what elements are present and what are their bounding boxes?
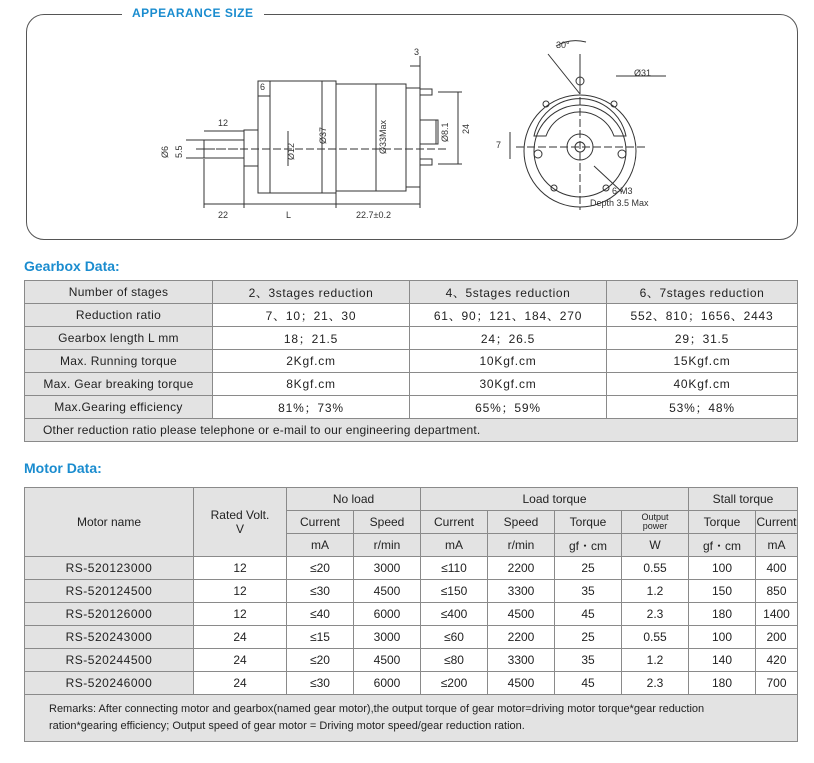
motor-cell-s-current: 700 <box>756 672 798 695</box>
gearbox-row-breaking-torque <box>25 373 798 396</box>
motor-cell-l-speed: 2200 <box>488 557 555 580</box>
gearbox-data-title: Gearbox Data: <box>24 258 120 274</box>
gearbox-header-45: 4、5stages reduction <box>410 281 607 304</box>
motor-cell-volt: 24 <box>194 626 287 649</box>
motor-remarks: Remarks: After connecting motor and gearbox(named gear motor),the output torque of gear motor=driving motor torque*gear reduction ration*gearing efficiency; Output speed of gear motor = Driving motor speed/gear reduction ration. <box>25 695 798 742</box>
motor-cell-s-current: 1400 <box>756 603 798 626</box>
motor-cell-l-speed: 4500 <box>488 672 555 695</box>
motor-cell-l-current: ≤60 <box>421 626 488 649</box>
unit: r/min <box>354 534 421 557</box>
row-label: Max.Gearing efficiency <box>25 396 213 419</box>
motor-cell-s-current: 400 <box>756 557 798 580</box>
motor-name-header: Motor name <box>25 488 194 557</box>
gearbox-header-67: 6、7stages reduction <box>607 281 798 304</box>
motor-name-cell: RS-520244500 <box>25 649 194 672</box>
motor-cell-s-torque: 180 <box>689 672 756 695</box>
motor-cell-volt: 24 <box>194 649 287 672</box>
cell: 552、810；1656、2443 <box>607 304 798 327</box>
gearbox-header-stages: Number of stages <box>25 281 213 304</box>
motor-cell-nl-speed: 3000 <box>354 626 421 649</box>
motor-cell-s-current: 200 <box>756 626 798 649</box>
motor-cell-l-power: 0.55 <box>622 626 689 649</box>
dim-30deg: 30° <box>556 40 570 50</box>
motor-cell-s-current: 420 <box>756 649 798 672</box>
dim-12: 12 <box>218 118 229 128</box>
cell: 8Kgf.cm <box>213 373 410 396</box>
motor-row <box>25 649 798 672</box>
dim-7: 7 <box>496 140 502 150</box>
gearbox-header-23: 2、3stages reduction <box>213 281 410 304</box>
gearbox-row-running-torque <box>25 350 798 373</box>
motor-cell-l-current: ≤80 <box>421 649 488 672</box>
cell: 29；31.5 <box>607 327 798 350</box>
motor-body <box>336 84 406 191</box>
gearbox-note: Other reduction ratio please telephone or e-mail to our engineering department. <box>25 419 798 442</box>
motor-rows <box>25 557 798 695</box>
front-view <box>510 41 666 210</box>
motor-cell-nl-speed: 4500 <box>354 649 421 672</box>
unit: r/min <box>488 534 555 557</box>
motor-remarks-row <box>25 695 798 742</box>
row-label: Gearbox length L mm <box>25 327 213 350</box>
motor-cell-l-current: ≤200 <box>421 672 488 695</box>
motor-table <box>24 487 798 742</box>
row-label: Reduction ratio <box>25 304 213 327</box>
motor-cell-l-torque: 45 <box>555 672 622 695</box>
cell: 7、10；21、30 <box>213 304 410 327</box>
motor-cell-l-current: ≤150 <box>421 580 488 603</box>
motor-name-cell: RS-520243000 <box>25 626 194 649</box>
motor-row <box>25 603 798 626</box>
dim-8-1: Ø8.1 <box>440 122 450 142</box>
motor-cell-s-torque: 180 <box>689 603 756 626</box>
motor-name-cell: RS-520126000 <box>25 603 194 626</box>
motor-cell-volt: 12 <box>194 603 287 626</box>
gearbox-header-row <box>25 281 798 304</box>
motor-cell-l-power: 0.55 <box>622 557 689 580</box>
sub-header: Speed <box>354 511 421 534</box>
row-label: Max. Running torque <box>25 350 213 373</box>
cell: 65%；59% <box>410 396 607 419</box>
motor-cell-s-torque: 100 <box>689 626 756 649</box>
appearance-size-title: APPEARANCE SIZE <box>122 6 264 20</box>
sub-header: Current <box>287 511 354 534</box>
motor-name-cell: RS-520124500 <box>25 580 194 603</box>
sub-header: Current <box>756 511 798 534</box>
motor-cell-s-torque: 140 <box>689 649 756 672</box>
motor-cell-nl-current: ≤20 <box>287 557 354 580</box>
motor-cell-l-current: ≤400 <box>421 603 488 626</box>
motor-cell-s-current: 850 <box>756 580 798 603</box>
sub-header: Current <box>421 511 488 534</box>
motor-bearing <box>420 120 438 144</box>
dim-31: Ø31 <box>634 68 652 78</box>
dim-l: L <box>286 210 292 220</box>
motor-cell-l-torque: 25 <box>555 626 622 649</box>
unit: mA <box>421 534 488 557</box>
dim-6-dia: Ø6 <box>160 145 170 158</box>
cell: 24；26.5 <box>410 327 607 350</box>
unit: gf・cm <box>555 534 622 557</box>
unit: mA <box>756 534 798 557</box>
motor-cell-l-torque: 35 <box>555 649 622 672</box>
cell: 53%；48% <box>607 396 798 419</box>
motor-cell-s-torque: 150 <box>689 580 756 603</box>
cell: 10Kgf.cm <box>410 350 607 373</box>
motor-cell-nl-speed: 6000 <box>354 603 421 626</box>
gearbox-row-length <box>25 327 798 350</box>
side-view-dimensions <box>160 47 471 220</box>
motor-cell-nl-current: ≤15 <box>287 626 354 649</box>
motor-cell-l-power: 1.2 <box>622 649 689 672</box>
motor-cell-l-power: 1.2 <box>622 580 689 603</box>
dim-37: Ø37 <box>318 126 328 144</box>
stall-torque-header: Stall torque <box>689 488 798 511</box>
motor-cell-l-torque: 45 <box>555 603 622 626</box>
dim-33max: Ø33Max <box>378 119 388 154</box>
terminal-top <box>420 89 432 95</box>
motor-cell-s-torque: 100 <box>689 557 756 580</box>
unit: mA <box>287 534 354 557</box>
sub-header: Torque <box>689 511 756 534</box>
motor-name-cell: RS-520246000 <box>25 672 194 695</box>
front-view-dimensions <box>496 40 651 208</box>
motor-data-title: Motor Data: <box>24 460 102 476</box>
motor-cell-l-power: 2.3 <box>622 672 689 695</box>
motor-name-cell: RS-520123000 <box>25 557 194 580</box>
cell: 30Kgf.cm <box>410 373 607 396</box>
load-torque-header: Load torque <box>421 488 689 511</box>
cell: 15Kgf.cm <box>607 350 798 373</box>
motor-endcap <box>406 88 420 187</box>
motor-cell-nl-current: ≤30 <box>287 672 354 695</box>
sub-header-output-power: Output power <box>641 511 669 531</box>
terminal-bottom <box>420 159 432 165</box>
dim-22-7: 22.7±0.2 <box>356 210 391 220</box>
motor-cell-nl-speed: 3000 <box>354 557 421 580</box>
bearing-boss <box>244 130 258 166</box>
dim-3: 3 <box>414 47 420 57</box>
dim-22: 22 <box>218 210 229 220</box>
dim-12-dia: Ø12 <box>286 142 296 160</box>
gearbox-row-efficiency <box>25 396 798 419</box>
cell: 61、90；121、184、270 <box>410 304 607 327</box>
motor-row <box>25 580 798 603</box>
motor-cell-nl-speed: 6000 <box>354 672 421 695</box>
cell: 18；21.5 <box>213 327 410 350</box>
motor-header-row-1 <box>25 488 798 511</box>
unit: gf・cm <box>689 534 756 557</box>
motor-cell-volt: 12 <box>194 557 287 580</box>
motor-cell-volt: 24 <box>194 672 287 695</box>
cell: 81%；73% <box>213 396 410 419</box>
gearbox-note-row <box>25 419 798 442</box>
dim-5-5: 5.5 <box>174 145 184 158</box>
cell: 2Kgf.cm <box>213 350 410 373</box>
gearbox-table <box>24 280 798 442</box>
motor-row <box>25 557 798 580</box>
motor-cell-l-speed: 3300 <box>488 649 555 672</box>
technical-drawing <box>26 24 796 238</box>
motor-cell-l-speed: 3300 <box>488 580 555 603</box>
gearbox-front <box>258 81 270 193</box>
rated-volt-header: Rated Volt. V <box>194 488 287 557</box>
dim-m3: 6-M3 <box>612 186 633 196</box>
motor-row <box>25 626 798 649</box>
motor-cell-nl-current: ≤20 <box>287 649 354 672</box>
gearbox-row-ratio <box>25 304 798 327</box>
motor-row <box>25 672 798 695</box>
motor-cell-l-torque: 35 <box>555 580 622 603</box>
dim-6: 6 <box>260 82 266 92</box>
cell: 40Kgf.cm <box>607 373 798 396</box>
motor-cell-l-speed: 2200 <box>488 626 555 649</box>
motor-cell-nl-current: ≤30 <box>287 580 354 603</box>
sub-header: Torque <box>555 511 622 534</box>
motor-cell-l-torque: 25 <box>555 557 622 580</box>
sub-header: Speed <box>488 511 555 534</box>
row-label: Max. Gear breaking torque <box>25 373 213 396</box>
dim-24: 24 <box>461 123 471 134</box>
motor-cell-l-speed: 4500 <box>488 603 555 626</box>
no-load-header: No load <box>287 488 421 511</box>
motor-cell-volt: 12 <box>194 580 287 603</box>
motor-cell-l-power: 2.3 <box>622 603 689 626</box>
motor-cell-nl-speed: 4500 <box>354 580 421 603</box>
motor-cell-l-current: ≤110 <box>421 557 488 580</box>
motor-cell-nl-current: ≤40 <box>287 603 354 626</box>
dim-depth: Depth 3.5 Max <box>590 198 649 208</box>
unit: W <box>622 534 689 557</box>
